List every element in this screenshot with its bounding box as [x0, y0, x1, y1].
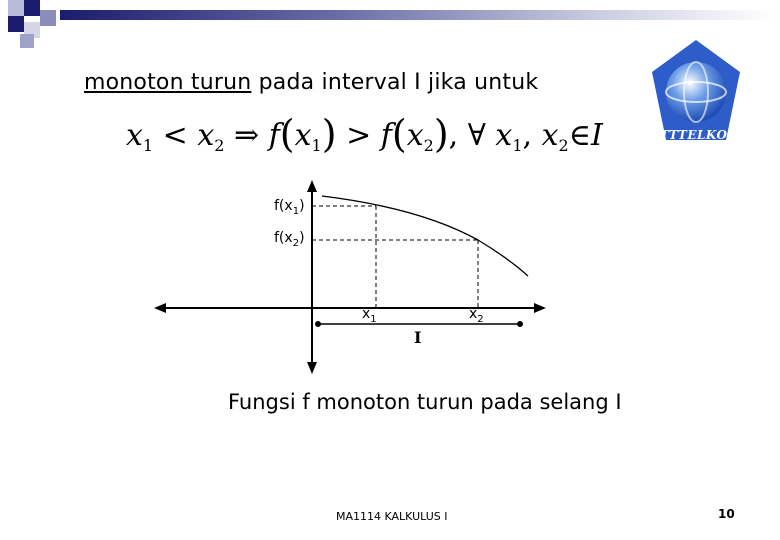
implies-icon: ⇒	[234, 118, 260, 153]
label-fx2: $f(x_2)$	[274, 230, 305, 249]
formula-sub: 2	[214, 136, 225, 155]
label-fx1: $f(x_1)$	[274, 198, 305, 217]
formula-x2: x	[406, 118, 424, 153]
formula-sub: 1	[142, 136, 154, 155]
formula-comma: ,	[448, 118, 459, 153]
graph-caption: Fungsi f monoton turun pada selang I	[228, 390, 622, 414]
interval-right-endpoint	[517, 321, 523, 327]
formula-comma: ,	[522, 118, 533, 153]
formula-x2: x	[197, 118, 215, 153]
definition-formula: $x_1 < x_2$ ⇒ $f(x_1) > f(x_2)$, ∀ $x_1$, $x_2\in I$	[126, 112, 603, 156]
title-rest: pada interval I jika untuk	[251, 70, 539, 95]
formula-greater-than: >	[346, 118, 372, 153]
formula-sub: 2	[423, 136, 434, 155]
x-axis-arrow-right-icon	[534, 303, 546, 313]
formula-f: f	[380, 118, 392, 153]
formula-interval-I: I	[590, 118, 603, 153]
y-axis-arrow-up-icon	[307, 180, 317, 192]
x-axis-arrow-left-icon	[154, 303, 166, 313]
label-x1: $x_1$	[362, 306, 377, 325]
formula-less-than: <	[162, 118, 188, 153]
logo-text: STTTELKOM	[650, 128, 742, 142]
formula-x2: x	[541, 118, 559, 153]
page-number: 10	[718, 507, 735, 521]
interval-left-endpoint	[315, 321, 321, 327]
forall-icon: ∀	[467, 118, 486, 153]
formula-sub: 2	[558, 136, 569, 155]
y-axis-arrow-down-icon	[307, 362, 317, 374]
label-interval-I: I	[414, 328, 422, 347]
title-term: monoton turun	[84, 70, 252, 95]
formula-f: f	[268, 118, 280, 153]
formula-x1: x	[294, 118, 312, 153]
formula-x1: x	[126, 118, 143, 153]
formula-sub: 1	[311, 136, 322, 155]
label-x2: $x_2$	[469, 306, 484, 325]
element-of-icon: ∈	[568, 118, 591, 153]
formula-sub: 1	[512, 136, 523, 155]
decreasing-curve	[322, 196, 528, 276]
course-footer: MA1114 KALKULUS I	[336, 510, 448, 523]
formula-x1: x	[495, 118, 513, 153]
